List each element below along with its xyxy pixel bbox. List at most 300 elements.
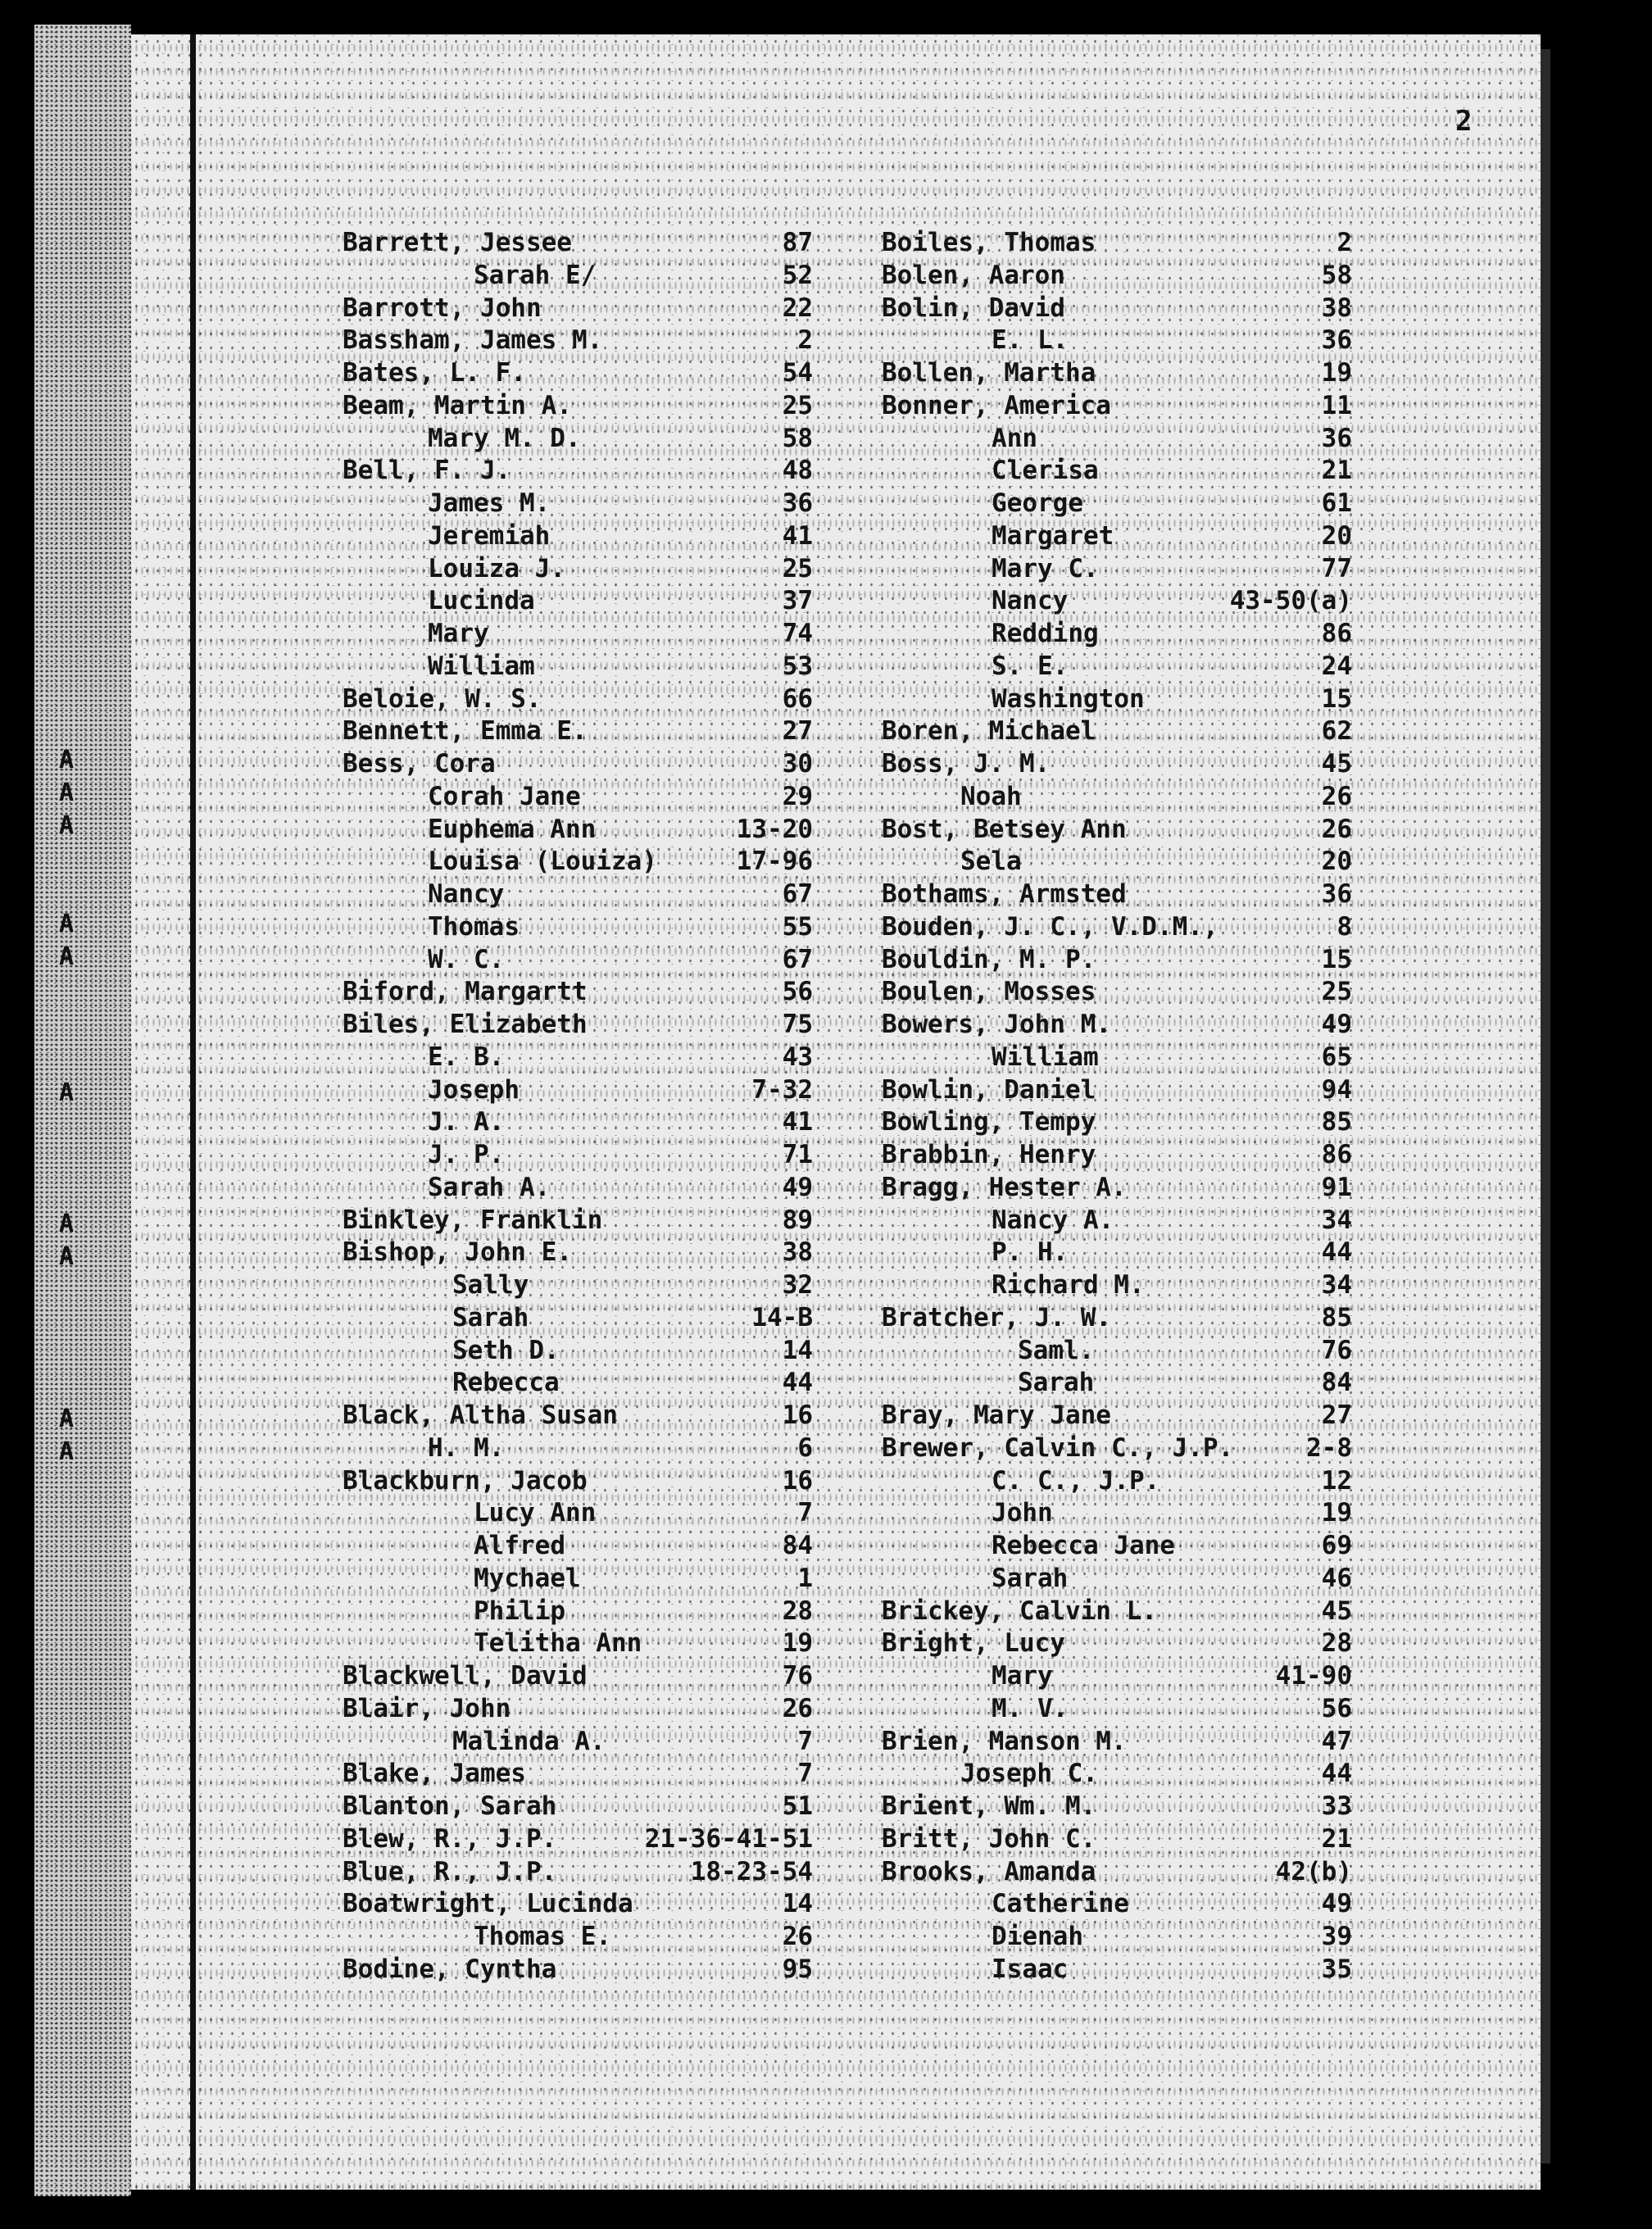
index-entry — [343, 1236, 813, 1269]
index-entry — [882, 878, 1352, 910]
entry-name: Bost, Betsey Ann — [882, 815, 1127, 844]
index-entry — [343, 1855, 813, 1888]
entry-name: Bassham, James M. — [343, 325, 603, 355]
index-entry — [882, 715, 1352, 747]
index-entry — [882, 1953, 1352, 1986]
entry-page-ref: 84 — [1321, 1368, 1352, 1397]
index-entry — [343, 1171, 813, 1204]
entry-page-ref: 45 — [1321, 749, 1352, 779]
entry-page-ref: 26 — [782, 1922, 813, 1951]
entry-name: Brabbin, Henry — [882, 1140, 1096, 1169]
entry-page-ref: 56 — [782, 977, 813, 1006]
index-entry — [882, 1562, 1352, 1595]
index-entry — [343, 324, 813, 356]
entry-name: Blackburn, Jacob — [343, 1466, 588, 1496]
left-page-edge — [34, 25, 131, 2196]
entry-page-ref: 86 — [1321, 619, 1352, 648]
entry-name: Bishop, John E. — [343, 1237, 572, 1267]
entry-page-ref: 17-96 — [736, 847, 813, 876]
index-entry — [343, 1692, 813, 1725]
entry-page-ref: 1 — [797, 1564, 813, 1593]
entry-page-ref: 94 — [1321, 1075, 1352, 1105]
index-entry — [343, 1725, 813, 1758]
entry-page-ref: 2 — [797, 325, 813, 355]
entry-name: Bennett, Emma E. — [343, 716, 588, 746]
index-entry — [343, 1074, 813, 1106]
index-entry — [343, 1920, 813, 1953]
index-entry — [882, 1496, 1352, 1529]
index-entry — [343, 1790, 813, 1823]
index-entry — [882, 1432, 1352, 1464]
entry-name: Mary M. D. — [428, 424, 581, 453]
entry-name: Bolin, David — [882, 293, 1065, 323]
entry-page-ref: 13-20 — [736, 815, 813, 844]
entry-name: Margaret — [992, 521, 1114, 551]
index-entry — [882, 1366, 1352, 1399]
entry-page-ref: 49 — [1321, 1010, 1352, 1039]
index-entry — [882, 1008, 1352, 1041]
index-entry — [882, 1757, 1352, 1790]
entry-page-ref: 49 — [782, 1173, 813, 1202]
entry-page-ref: 84 — [782, 1531, 813, 1560]
entry-name: Bowling, Tempy — [882, 1107, 1096, 1137]
entry-page-ref: 22 — [782, 293, 813, 323]
index-entry — [343, 1204, 813, 1237]
index-entry — [343, 1627, 813, 1659]
entry-page-ref: 26 — [782, 1694, 813, 1723]
entry-page-ref: 19 — [1321, 1498, 1352, 1528]
index-entry — [882, 1659, 1352, 1692]
index-entry — [882, 1236, 1352, 1269]
entry-name: Brien, Manson M. — [882, 1727, 1127, 1756]
entry-page-ref: 41-90 — [1275, 1661, 1352, 1691]
index-entry — [343, 845, 813, 878]
margin-mark: A — [59, 910, 75, 938]
index-entry — [882, 1138, 1352, 1171]
entry-page-ref: 67 — [782, 945, 813, 974]
entry-page-ref: 55 — [782, 912, 813, 942]
entry-name: Bratcher, J. W. — [882, 1303, 1111, 1332]
index-entry — [343, 1464, 813, 1497]
entry-name: Mary C. — [992, 554, 1099, 583]
entry-page-ref: 54 — [782, 358, 813, 388]
entry-name: Bell, F. J. — [343, 456, 511, 485]
entry-name: Mary — [428, 619, 489, 648]
entry-page-ref: 14 — [782, 1336, 813, 1365]
entry-name: Philip — [474, 1596, 565, 1626]
entry-page-ref: 44 — [782, 1368, 813, 1397]
entry-name: Boiles, Thomas — [882, 228, 1096, 257]
index-entry — [882, 910, 1352, 943]
entry-page-ref: 85 — [1321, 1107, 1352, 1137]
index-entry — [343, 1562, 813, 1595]
index-entry — [882, 1464, 1352, 1497]
index-entry — [343, 1953, 813, 1986]
entry-name: John — [992, 1498, 1053, 1528]
index-entry — [343, 356, 813, 389]
index-entry — [882, 422, 1352, 455]
entry-page-ref: 86 — [1321, 1140, 1352, 1169]
index-entry — [882, 1334, 1352, 1367]
entry-name: Redding — [992, 619, 1099, 648]
entry-page-ref: 49 — [1321, 1889, 1352, 1918]
entry-name: W. C. — [428, 945, 505, 974]
index-entry — [882, 1399, 1352, 1432]
entry-name: Bollen, Martha — [882, 358, 1096, 388]
entry-page-ref: 41 — [782, 521, 813, 551]
index-entry — [343, 1823, 813, 1855]
index-entry — [343, 1399, 813, 1432]
index-entry — [882, 845, 1352, 878]
entry-page-ref: 89 — [782, 1205, 813, 1235]
entry-page-ref: 58 — [782, 424, 813, 453]
entry-name: Alfred — [474, 1531, 565, 1560]
entry-page-ref: 19 — [1321, 358, 1352, 388]
entry-page-ref: 16 — [782, 1466, 813, 1496]
entry-name: Joseph C. — [960, 1759, 1098, 1788]
index-entry — [882, 1595, 1352, 1627]
entry-name: Black, Altha Susan — [343, 1401, 618, 1430]
entry-name: Thomas — [428, 912, 520, 942]
entry-name: Dienah — [992, 1922, 1083, 1951]
index-entry — [882, 520, 1352, 552]
index-entry — [882, 747, 1352, 780]
index-entry — [343, 1008, 813, 1041]
entry-name: C. C., J.P. — [992, 1466, 1160, 1496]
entry-page-ref: 15 — [1321, 684, 1352, 714]
entry-name: Brooks, Amanda — [882, 1857, 1096, 1886]
index-entry — [343, 1301, 813, 1334]
entry-page-ref: 47 — [1321, 1727, 1352, 1756]
entry-name: Bray, Mary Jane — [882, 1401, 1111, 1430]
entry-page-ref: 7-32 — [751, 1075, 813, 1105]
entry-name: Boatwright, Lucinda — [343, 1889, 633, 1918]
entry-name: William — [428, 651, 535, 681]
entry-page-ref: 38 — [1321, 293, 1352, 323]
entry-name: Sarah — [1018, 1368, 1095, 1397]
index-entry — [882, 1692, 1352, 1725]
entry-page-ref: 20 — [1321, 521, 1352, 551]
entry-name: Corah Jane — [428, 782, 581, 811]
entry-name: Bouldin, M. P. — [882, 945, 1096, 974]
entry-name: Sela — [960, 847, 1022, 876]
index-entry — [343, 226, 813, 259]
index-entry — [882, 813, 1352, 846]
index-entry — [343, 1269, 813, 1301]
entry-page-ref: 6 — [797, 1433, 813, 1463]
entry-page-ref: 44 — [1321, 1759, 1352, 1788]
entry-page-ref: 48 — [782, 456, 813, 485]
entry-page-ref: 21 — [1321, 456, 1352, 485]
index-entry — [882, 1529, 1352, 1562]
index-entry — [343, 747, 813, 780]
entry-name: Brient, Wm. M. — [882, 1791, 1096, 1821]
entry-page-ref: 15 — [1321, 945, 1352, 974]
entry-name: Binkley, Franklin — [343, 1205, 603, 1235]
right-page-shadow — [1541, 49, 1550, 2163]
index-entry — [882, 1171, 1352, 1204]
index-entry — [343, 1138, 813, 1171]
entry-page-ref: 39 — [1321, 1922, 1352, 1951]
entry-name: Blue, R., J.P. — [343, 1857, 557, 1886]
index-entry — [882, 1790, 1352, 1823]
margin-mark: A — [59, 1437, 75, 1466]
index-entry — [343, 259, 813, 292]
index-entry — [882, 975, 1352, 1008]
index-entry — [343, 1432, 813, 1464]
entry-name: Isaac — [992, 1954, 1069, 1984]
entry-name: Bodine, Cyntha — [343, 1954, 557, 1984]
index-entry — [343, 292, 813, 325]
index-entry — [882, 1041, 1352, 1074]
entry-name: Biles, Elizabeth — [343, 1010, 588, 1039]
index-entry — [343, 552, 813, 585]
entry-name: Beam, Martin A. — [343, 391, 572, 420]
entry-name: Bowlin, Daniel — [882, 1075, 1096, 1105]
entry-page-ref: 76 — [1321, 1336, 1352, 1365]
index-entry — [882, 1823, 1352, 1855]
index-entry — [882, 1105, 1352, 1138]
entry-page-ref: 51 — [782, 1791, 813, 1821]
entry-page-ref: 28 — [782, 1596, 813, 1626]
index-entry — [343, 943, 813, 976]
entry-name: Louiza J. — [428, 554, 565, 583]
index-entry — [343, 715, 813, 747]
index-entry — [882, 584, 1352, 617]
entry-name: S. E. — [992, 651, 1069, 681]
entry-name: Britt, John C. — [882, 1824, 1096, 1854]
entry-name: Malinda A. — [452, 1727, 606, 1756]
index-entry — [882, 943, 1352, 976]
index-entry — [343, 1496, 813, 1529]
entry-name: Richard M. — [992, 1270, 1145, 1300]
entry-name: Euphema Ann — [428, 815, 597, 844]
entry-page-ref: 85 — [1321, 1303, 1352, 1332]
entry-page-ref: 33 — [1321, 1791, 1352, 1821]
entry-page-ref: 21-36-41-51 — [644, 1824, 813, 1854]
index-entry — [343, 1529, 813, 1562]
entry-page-ref: 19 — [782, 1628, 813, 1658]
index-entry — [882, 1887, 1352, 1920]
entry-name: Beloie, W. S. — [343, 684, 542, 714]
entry-name: Sarah E/ — [474, 261, 597, 290]
entry-page-ref: 20 — [1321, 847, 1352, 876]
entry-name: Blew, R., J.P. — [343, 1824, 557, 1854]
entry-name: Mychael — [474, 1564, 581, 1593]
entry-page-ref: 36 — [1321, 879, 1352, 909]
entry-name: Boss, J. M. — [882, 749, 1051, 779]
entry-name: Barrett, Jessee — [343, 228, 572, 257]
entry-name: Jeremiah — [428, 521, 551, 551]
entry-page-ref: 45 — [1321, 1596, 1352, 1626]
index-entry — [343, 878, 813, 910]
entry-name: Biford, Margartt — [343, 977, 588, 1006]
entry-name: Nancy — [992, 586, 1069, 615]
entry-name: George — [992, 488, 1083, 518]
entry-page-ref: 16 — [782, 1401, 813, 1430]
entry-name: Boren, Michael — [882, 716, 1096, 746]
entry-page-ref: 26 — [1321, 815, 1352, 844]
entry-name: Bragg, Hester A. — [882, 1173, 1127, 1202]
entry-page-ref: 2-8 — [1306, 1433, 1352, 1463]
entry-page-ref: 29 — [782, 782, 813, 811]
index-entry — [343, 910, 813, 943]
entry-page-ref: 11 — [1321, 391, 1352, 420]
entry-name: E. L. — [992, 325, 1069, 355]
entry-page-ref: 14 — [782, 1889, 813, 1918]
entry-page-ref: 43-50(a) — [1229, 586, 1352, 615]
index-entry — [882, 552, 1352, 585]
entry-name: Sarah — [452, 1303, 529, 1332]
entry-page-ref: 69 — [1321, 1531, 1352, 1560]
entry-page-ref: 28 — [1321, 1628, 1352, 1658]
entry-name: Bowers, John M. — [882, 1010, 1111, 1039]
entry-name: Thomas E. — [474, 1922, 611, 1951]
entry-name: Rebecca — [452, 1368, 560, 1397]
entry-name: Saml. — [1018, 1336, 1095, 1365]
entry-page-ref: 27 — [782, 716, 813, 746]
index-entry — [343, 520, 813, 552]
entry-name: Catherine — [992, 1889, 1129, 1918]
entry-page-ref: 65 — [1321, 1042, 1352, 1072]
entry-name: Bothams, Armsted — [882, 879, 1127, 909]
entry-name: Seth D. — [452, 1336, 560, 1365]
index-entry — [882, 324, 1352, 356]
margin-mark: A — [59, 1405, 75, 1433]
entry-page-ref: 14-B — [751, 1303, 813, 1332]
index-entry — [882, 226, 1352, 259]
entry-page-ref: 27 — [1321, 1401, 1352, 1430]
index-entry — [882, 650, 1352, 683]
entry-page-ref: 36 — [1321, 424, 1352, 453]
entry-page-ref: 7 — [797, 1498, 813, 1528]
entry-name: Lucinda — [428, 586, 535, 615]
index-entry — [343, 1334, 813, 1367]
margin-mark: A — [59, 779, 75, 807]
index-entry — [882, 1204, 1352, 1237]
entry-page-ref: 24 — [1321, 651, 1352, 681]
entry-name: Blake, James — [343, 1759, 526, 1788]
entry-page-ref: 76 — [782, 1661, 813, 1691]
entry-page-ref: 74 — [782, 619, 813, 648]
entry-page-ref: 8 — [1337, 912, 1352, 942]
margin-mark: A — [59, 1210, 75, 1238]
entry-name: Joseph — [428, 1075, 520, 1105]
entry-page-ref: 44 — [1321, 1237, 1352, 1267]
entry-name: Barrott, John — [343, 293, 542, 323]
entry-page-ref: 36 — [1321, 325, 1352, 355]
entry-page-ref: 35 — [1321, 1954, 1352, 1984]
entry-name: Bess, Cora — [343, 749, 496, 779]
entry-page-ref: 34 — [1321, 1270, 1352, 1300]
index-entry — [343, 487, 813, 520]
index-entry — [882, 454, 1352, 487]
index-entry — [343, 780, 813, 813]
index-entry — [882, 1074, 1352, 1106]
index-entry — [343, 650, 813, 683]
entry-page-ref: 12 — [1321, 1466, 1352, 1496]
entry-name: E. B. — [428, 1042, 505, 1072]
index-entry — [343, 422, 813, 455]
entry-page-ref: 32 — [782, 1270, 813, 1300]
entry-page-ref: 7 — [797, 1727, 813, 1756]
entry-page-ref: 7 — [797, 1759, 813, 1788]
entry-name: Brickey, Calvin L. — [882, 1596, 1157, 1626]
entry-name: Clerisa — [992, 456, 1099, 485]
entry-name: Telitha Ann — [474, 1628, 642, 1658]
entry-name: Noah — [960, 782, 1022, 811]
index-entry — [882, 683, 1352, 715]
entry-page-ref: 58 — [1321, 261, 1352, 290]
entry-page-ref: 25 — [782, 391, 813, 420]
entry-name: Blanton, Sarah — [343, 1791, 557, 1821]
entry-page-ref: 95 — [782, 1954, 813, 1984]
entry-name: Brewer, Calvin C., J.P. — [882, 1433, 1234, 1463]
entry-name: Boulen, Mosses — [882, 977, 1096, 1006]
entry-page-ref: 75 — [782, 1010, 813, 1039]
entry-page-ref: 53 — [782, 651, 813, 681]
entry-name: Washington — [992, 684, 1145, 714]
binding-line — [190, 34, 196, 2190]
entry-name: Sarah A. — [428, 1173, 551, 1202]
entry-page-ref: 77 — [1321, 554, 1352, 583]
index-entry — [343, 389, 813, 422]
entry-name: M. V. — [992, 1694, 1069, 1723]
index-entry — [343, 584, 813, 617]
margin-mark: A — [59, 1078, 75, 1107]
index-entry — [343, 617, 813, 650]
index-entry — [882, 1301, 1352, 1334]
entry-page-ref: 25 — [782, 554, 813, 583]
entry-name: Lucy Ann — [474, 1498, 597, 1528]
entry-page-ref: 42(b) — [1275, 1857, 1352, 1886]
entry-page-ref: 66 — [782, 684, 813, 714]
entry-name: Bonner, America — [882, 391, 1111, 420]
margin-mark: A — [59, 942, 75, 971]
entry-name: William — [992, 1042, 1099, 1072]
index-entry — [343, 454, 813, 487]
entry-name: Bright, Lucy — [882, 1628, 1065, 1658]
index-entry — [882, 780, 1352, 813]
margin-mark: A — [59, 746, 75, 774]
index-entry — [882, 487, 1352, 520]
entry-page-ref: 87 — [782, 228, 813, 257]
index-entry — [343, 1105, 813, 1138]
index-entry — [882, 1920, 1352, 1953]
entry-name: Sarah — [992, 1564, 1069, 1593]
index-entry — [882, 259, 1352, 292]
index-entry — [882, 1627, 1352, 1659]
index-entry — [343, 1757, 813, 1790]
entry-page-ref: 37 — [782, 586, 813, 615]
entry-name: Nancy — [428, 879, 505, 909]
entry-name: Blackwell, David — [343, 1661, 588, 1691]
entry-page-ref: 52 — [782, 261, 813, 290]
page-number: 2 — [1455, 105, 1473, 138]
entry-page-ref: 91 — [1321, 1173, 1352, 1202]
index-entry — [882, 1855, 1352, 1888]
entry-page-ref: 67 — [782, 879, 813, 909]
entry-name: Rebecca Jane — [992, 1531, 1175, 1560]
entry-page-ref: 46 — [1321, 1564, 1352, 1593]
entry-page-ref: 25 — [1321, 977, 1352, 1006]
index-entry — [343, 1041, 813, 1074]
entry-page-ref: 62 — [1321, 716, 1352, 746]
margin-mark: A — [59, 1242, 75, 1271]
entry-page-ref: 18-23-54 — [690, 1857, 813, 1886]
entry-page-ref: 41 — [782, 1107, 813, 1137]
index-entry — [343, 1659, 813, 1692]
